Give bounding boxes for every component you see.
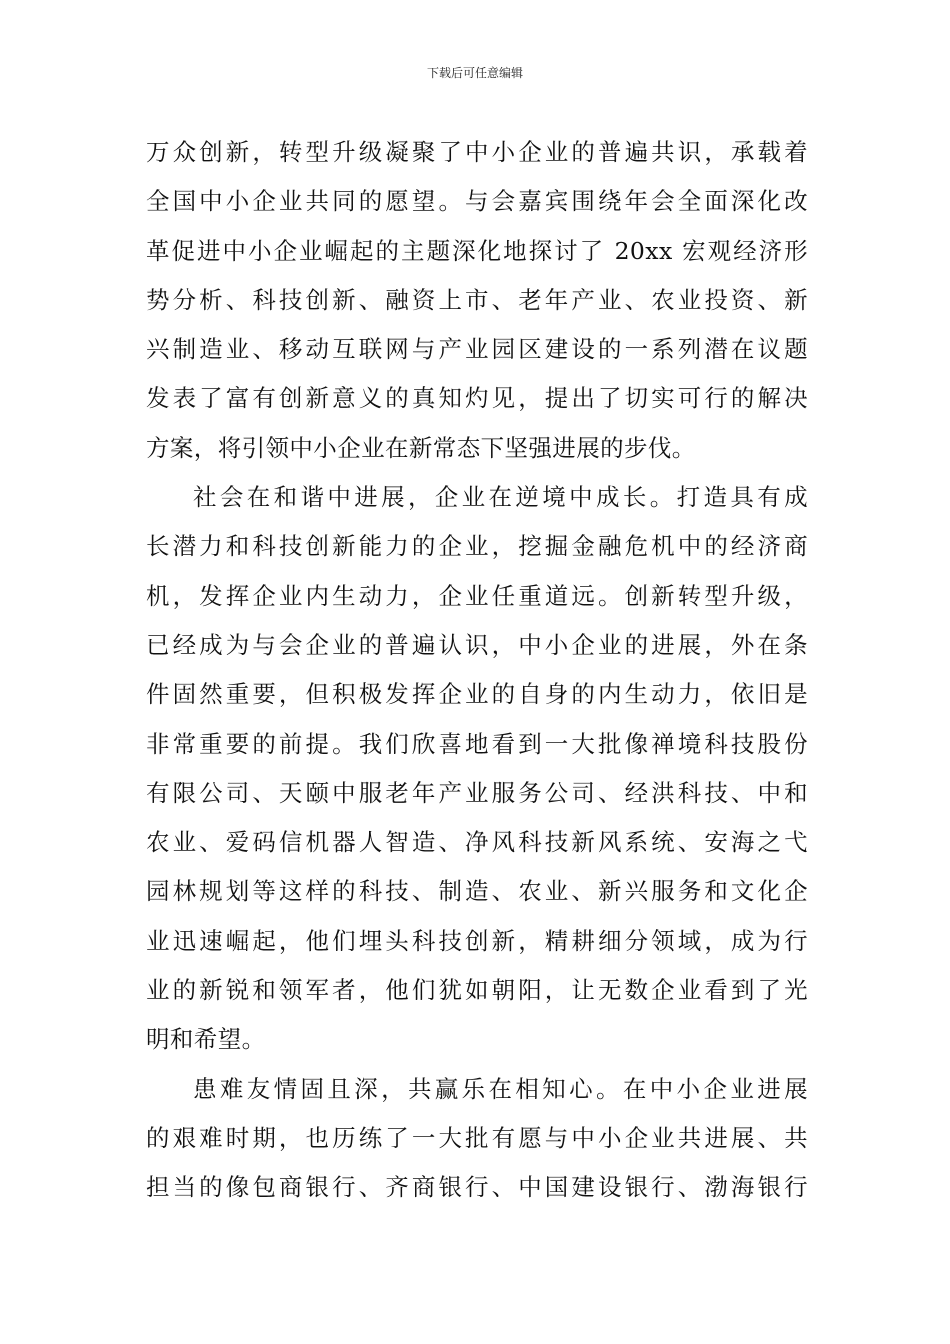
text-line: 患难友情固且深，共赢乐在相知心。在中小企业进展	[193, 1074, 808, 1103]
text-line: 兴制造业、移动互联网与产业园区建设的一系列潜在议题	[146, 335, 808, 364]
text-line: 业迅速崛起，他们埋头科技创新，精耕细分领域，成为行	[146, 926, 808, 955]
document-body	[146, 128, 808, 1213]
text-line: 方案，将引领中小企业在新常态下坚强进展的步伐。	[146, 433, 696, 462]
text-line: 非常重要的前提。我们欣喜地看到一大批像禅境科技股份	[146, 729, 808, 758]
text-line: 社会在和谐中进展，企业在逆境中成长。打造具有成	[193, 483, 808, 512]
text-line: 有限公司、天颐中服老年产业服务公司、经洪科技、中和	[146, 778, 808, 807]
text-line: 明和希望。	[146, 1025, 266, 1054]
text-line: 发表了富有创新意义的真知灼见，提出了切实可行的解决	[146, 384, 808, 413]
text-line: 革促进中小企业崛起的主题深化地探讨了 20xx 宏观经济形	[146, 236, 808, 265]
text-line: 全国中小企业共同的愿望。与会嘉宾围绕年会全面深化改	[146, 187, 808, 216]
text-line: 万众创新，转型升级凝聚了中小企业的普遍共识，承载着	[146, 138, 808, 166]
text-line: 件固然重要，但积极发挥企业的自身的内生动力，依旧是	[146, 680, 808, 709]
text-line: 园林规划等这样的科技、制造、农业、新兴服务和文化企	[146, 877, 808, 906]
text-line: 农业、爱码信机器人智造、净风科技新风系统、安海之弋	[146, 828, 808, 857]
text-line: 机，发挥企业内生动力，企业任重道远。创新转型升级，	[146, 581, 808, 610]
text-line: 势分析、科技创新、融资上市、老年产业、农业投资、新	[146, 285, 808, 314]
text-line: 长潜力和科技创新能力的企业，挖掘金融危机中的经济商	[146, 532, 808, 561]
text-line: 业的新锐和领军者，他们犹如朝阳，让无数企业看到了光	[146, 976, 808, 1005]
text-line: 的艰难时期，也历练了一大批有愿与中小企业共进展、共	[146, 1123, 808, 1152]
page-header: 下载后可任意编辑	[426, 66, 523, 80]
text-line: 已经成为与会企业的普遍认识，中小企业的进展，外在条	[146, 630, 808, 659]
text-line: 担当的像包商银行、齐商银行、中国建设银行、渤海银行	[146, 1173, 808, 1202]
